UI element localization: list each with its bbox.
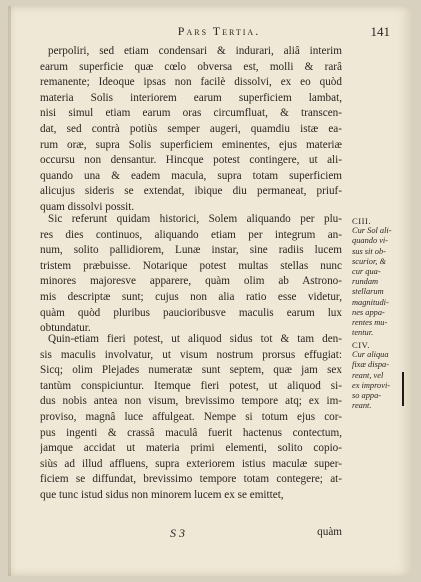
text-line: Sic referunt quidam historici, Solem aliquando per plu- bbox=[48, 213, 342, 225]
text-line: pus ingenti & crassâ maculâ fuerit hactenus contectum, bbox=[40, 426, 342, 439]
text-line: que tunc istud sidus non minorem lucem ex se emittet, bbox=[40, 488, 284, 501]
margin-note-line: Cur aliqua bbox=[352, 350, 389, 360]
text-line: minores majoresve apparere, quàm olim ab Astrono- bbox=[40, 275, 342, 288]
text-line: materia Solis interiorem earum superficiem lambat, bbox=[40, 91, 342, 104]
text-line: proviso, magnâ luce affulgeat. Nempe si totum ejus cor- bbox=[40, 410, 342, 423]
text-line: jamque accidat ut materia primi elementi, solito copio- bbox=[40, 442, 342, 455]
text-line: quando una & eadem macula, supra totam superficiem bbox=[40, 169, 342, 182]
text-line: num, solito pallidiorem, Lunæ instar, sine radiis lucem bbox=[40, 244, 342, 257]
text-line: quàm quòd pluribus paucioribusve maculis earum lux bbox=[40, 306, 342, 319]
text-line: nisi simul etiam earum oras circumfluat, & transcen- bbox=[40, 107, 342, 120]
margin-note-line: rentes mu- bbox=[352, 318, 388, 328]
margin-note-line: stellarum bbox=[352, 287, 384, 297]
catchword: quàm bbox=[317, 526, 342, 538]
margin-note-line: rundam bbox=[352, 277, 379, 287]
margin-note-line: scurior, & bbox=[352, 256, 386, 266]
margin-note-line: quando vi- bbox=[352, 236, 389, 246]
text-line: quam dissolvi possit. bbox=[40, 200, 135, 213]
text-line: ficiem se diffundat, brevissimo tempore totam contegere; at- bbox=[40, 473, 342, 486]
text-line: dus nobis antea non visum, brevissimo tempore atq; ex im- bbox=[40, 395, 342, 408]
text-line: dat, sed contrà potiùs semper augeri, quamdiu istæ ea- bbox=[40, 122, 342, 135]
text-line: tristem præbuisse. Notarique potest multas stellas nunc bbox=[40, 259, 342, 272]
margin-note-number: CIV. bbox=[352, 340, 370, 350]
text-line: Sicq; olim Plejades numeratæ sunt septem, quæ jam sex bbox=[40, 364, 342, 377]
text-line: earum superficie quæ cœlo obversa est, molli & rarâ bbox=[40, 60, 342, 73]
margin-note-line: magnitudi- bbox=[352, 297, 389, 307]
text-line: occursu non densantur. Hincque potest contingere, ut ali- bbox=[40, 154, 342, 167]
margin-note-number: CIII. bbox=[352, 216, 371, 226]
text-line: Quin-etiam fieri potest, ut aliquod sidus tot & tam den- bbox=[48, 333, 342, 345]
text-line: res dies continuos, aliquando etiam per integrum an- bbox=[40, 228, 342, 241]
text-line: rum oræ, supra Solis superficiem eminentes, ejus materiæ bbox=[40, 138, 342, 151]
paragraph bbox=[40, 44, 342, 216]
running-head: Pars Tertia. bbox=[177, 24, 261, 38]
text-line: siùs ad illud affluens, supra exteriorem istius maculæ super- bbox=[40, 457, 342, 470]
text-line: mis descriptæ sunt; cujus non alia ratio esse videtur, bbox=[40, 290, 342, 303]
margin-rule bbox=[402, 372, 404, 406]
text-line: sis maculis involvatur, ut visum nostrum prorsus effugiat: bbox=[40, 348, 342, 361]
margin-note-line: nes appa- bbox=[352, 307, 385, 317]
paragraph bbox=[40, 332, 342, 504]
text-line: tantùm conspiciuntur. Itemque fieri potest, ut aliquod si- bbox=[40, 379, 342, 392]
margin-note-line: reant, vel bbox=[352, 370, 384, 380]
page-header bbox=[48, 24, 390, 44]
margin-note-line: ex improvi- bbox=[352, 380, 391, 390]
margin-note-line: fixæ dispa- bbox=[352, 360, 389, 370]
margin-note-line: sus sit ob- bbox=[352, 246, 386, 256]
text-line: alicujus sideris se extendat, ibique diu permaneat, priuf- bbox=[40, 185, 342, 198]
text-line: obtundatur. bbox=[40, 322, 91, 335]
margin-note-line: Cur Sol ali- bbox=[352, 226, 392, 236]
margin-note-line: reant. bbox=[352, 401, 372, 411]
text-line: perpoliri, sed etiam condensari & indurari, aliâ interim bbox=[48, 45, 342, 57]
margin-note-line: tentur. bbox=[352, 328, 374, 338]
text-line: remanente; Ideoque ipsas non facilè dissolvi, ex eo quòd bbox=[40, 76, 342, 89]
page-number: 141 bbox=[370, 24, 390, 39]
margin-note-line: so appa- bbox=[352, 391, 382, 401]
paragraph bbox=[40, 212, 342, 337]
margin-note bbox=[352, 216, 404, 338]
margin-note bbox=[352, 340, 404, 411]
margin-note-line: cur qua- bbox=[352, 267, 381, 277]
signature-mark: S 3 bbox=[170, 526, 185, 540]
